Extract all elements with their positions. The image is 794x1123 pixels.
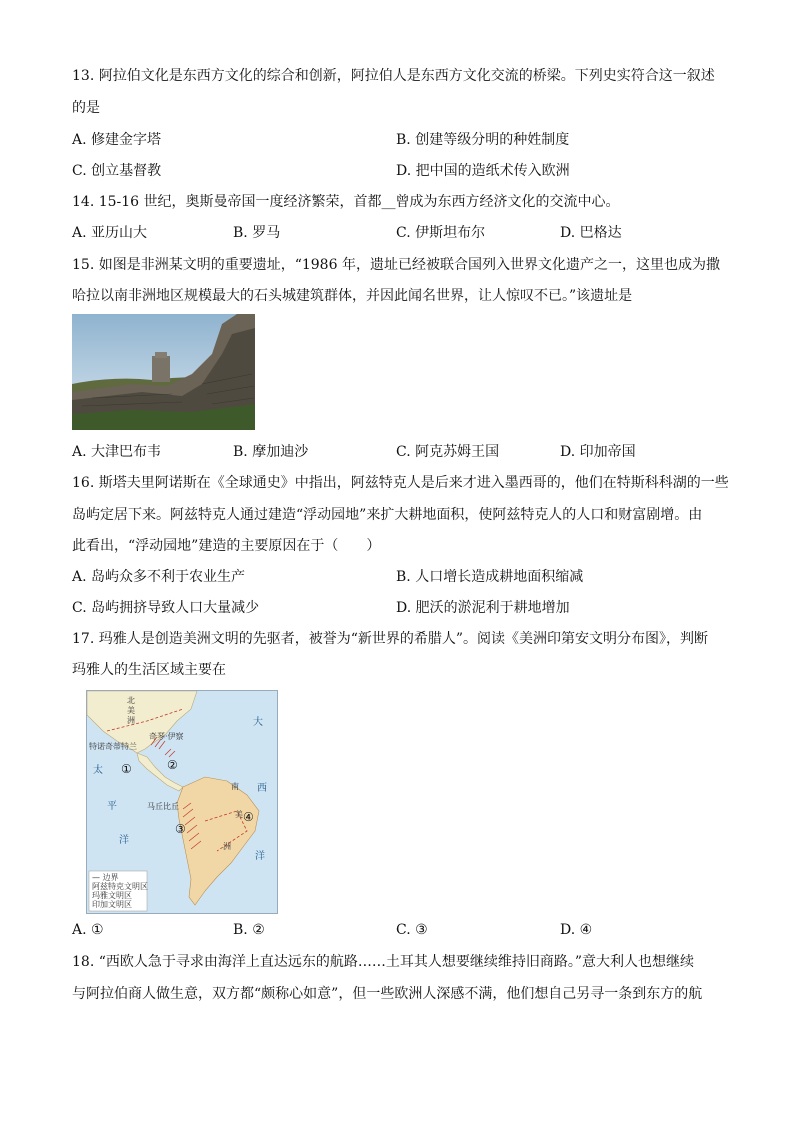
q16-option-b[interactable]: B. 人口增长造成耕地面积缩减 xyxy=(396,569,584,585)
q16-option-d[interactable]: D. 肥沃的淤泥利于耕地增加 xyxy=(396,600,570,616)
map-marker-3: ③ xyxy=(175,822,186,836)
q13-option-b[interactable]: B. 创建等级分明的种姓制度 xyxy=(396,132,570,148)
map-label-atlantic-3: 洋 xyxy=(255,851,265,862)
map-label-north-2: 美 xyxy=(127,706,135,715)
q16-option-c[interactable]: C. 岛屿拥挤导致人口大量减少 xyxy=(72,600,260,616)
map-label-north-3: 洲 xyxy=(127,716,135,725)
map-label-pacific-1: 太 xyxy=(93,765,103,776)
map-label-chichen-itza: 奇琴·伊察 xyxy=(149,732,184,741)
map-label-machu-picchu: 马丘比丘 xyxy=(147,802,179,811)
map-label-north-1: 北 xyxy=(127,696,135,705)
map-legend-border: — 边界 xyxy=(92,873,119,882)
map-label-tenochtitlan: 特诺奇蒂特兰 xyxy=(89,742,137,751)
q14-option-d[interactable]: D. 巴格达 xyxy=(560,225,622,241)
q17-option-a[interactable]: A. ① xyxy=(72,922,104,938)
q17-option-c[interactable]: C. ③ xyxy=(396,922,428,938)
q16-stem-line2: 岛屿定居下来。阿兹特克人通过建造“浮动园地”来扩大耕地面积，使阿兹特克人的人口和财富剧增。由 xyxy=(72,507,703,523)
q13-stem-line1: 13. 阿拉伯文化是东西方文化的综合和创新，阿拉伯人是东西方文化交流的桥梁。下列史实符合这一叙述 xyxy=(72,68,715,84)
q13-option-a[interactable]: A. 修建金字塔 xyxy=(72,132,162,148)
map-marker-1: ① xyxy=(121,762,132,776)
q14-option-a[interactable]: A. 亚历山大 xyxy=(72,225,148,241)
q18-stem-line1: 18. “西欧人急于寻求由海洋上直达远东的航路……土耳其人想要继续维持旧商路。”意大利人也想继续 xyxy=(72,954,695,970)
q13-option-c[interactable]: C. 创立基督教 xyxy=(72,163,162,179)
q15-option-b[interactable]: B. 摩加迪沙 xyxy=(233,444,309,460)
q17-stem-line2: 玛雅人的生活区域主要在 xyxy=(72,662,226,678)
map-marker-4: ④ xyxy=(243,810,254,824)
great-zimbabwe-photo xyxy=(72,314,255,430)
map-label-south-1: 南 xyxy=(231,782,239,791)
map-label-atlantic-1: 大 xyxy=(253,717,263,728)
map-marker-2: ② xyxy=(167,758,178,772)
q14-stem: 14. 15-16 世纪，奥斯曼帝国一度经济繁荣，首都__曾成为东西方经济文化的交流中心。 xyxy=(72,194,620,210)
map-label-south-2: 美 xyxy=(235,810,243,819)
q15-stem-line2: 哈拉以南非洲地区规模最大的石头城建筑群体，并因此闻名世界，让人惊叹不已。”该遗址是 xyxy=(72,288,633,304)
map-legend-inca: 印加文明区 xyxy=(92,900,132,909)
q17-option-b[interactable]: B. ② xyxy=(233,922,265,938)
q16-stem-line1: 16. 斯塔夫里阿诺斯在《全球通史》中指出，阿兹特克人是后来才进入墨西哥的，他们在特斯科科湖的一些 xyxy=(72,475,729,491)
q13-option-d[interactable]: D. 把中国的造纸术传入欧洲 xyxy=(396,163,570,179)
q14-option-c[interactable]: C. 伊斯坦布尔 xyxy=(396,225,486,241)
map-label-pacific-3: 洋 xyxy=(119,835,129,846)
q16-stem-line3: 此看出，“浮动园地”建造的主要原因在于（ ） xyxy=(72,538,381,554)
q15-option-d[interactable]: D. 印加帝国 xyxy=(560,444,636,460)
q17-option-d[interactable]: D. ④ xyxy=(560,922,593,938)
map-label-pacific-2: 平 xyxy=(107,801,117,812)
map-legend-aztec: 阿兹特克文明区 xyxy=(92,882,148,891)
q15-stem-line1: 15. 如图是非洲某文明的重要遗址，“1986 年，遗址已经被联合国列入世界文化遗产之一，这里也成为撒 xyxy=(72,257,720,273)
q17-stem-line1: 17. 玛雅人是创造美洲文明的先驱者，被誉为“新世界的希腊人”。阅读《美洲印第安文明分布图》，判断 xyxy=(72,631,709,647)
q16-option-a[interactable]: A. 岛屿众多不利于农业生产 xyxy=(72,569,246,585)
q18-stem-line2: 与阿拉伯商人做生意，双方都“颇称心如意”，但一些欧洲人深感不满，他们想自己另寻一条到东方的航 xyxy=(72,986,703,1002)
q14-option-b[interactable]: B. 罗马 xyxy=(233,225,281,241)
q13-stem-line2: 的是 xyxy=(72,100,100,116)
map-label-south-3: 洲 xyxy=(223,842,231,851)
americas-civilization-map xyxy=(86,690,278,914)
map-legend-maya: 玛雅文明区 xyxy=(92,891,132,900)
map-label-atlantic-2: 西 xyxy=(257,783,267,794)
q15-option-a[interactable]: A. 大津巴布韦 xyxy=(72,444,162,460)
q15-option-c[interactable]: C. 阿克苏姆王国 xyxy=(396,444,500,460)
